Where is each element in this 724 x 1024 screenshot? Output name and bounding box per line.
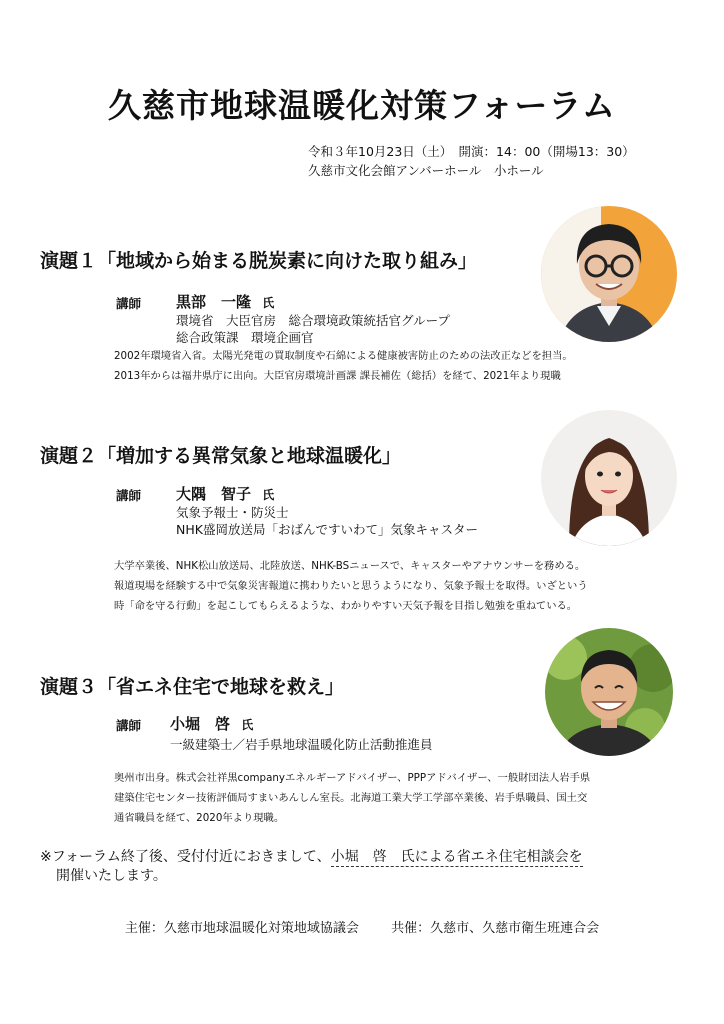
talk-2-title: 「増加する異常気象と地球温暖化」 xyxy=(97,445,402,467)
footer xyxy=(0,917,724,936)
portrait-woman-icon xyxy=(541,410,677,546)
talk-2-lecturer xyxy=(176,483,274,504)
talk-1-honorific: 氏 xyxy=(262,296,275,310)
consultation-note xyxy=(40,848,583,886)
talk-1-title: 「地域から始まる脱炭素に向けた取り組み」 xyxy=(97,250,478,272)
note-underlined: 小堀 啓 氏による省エネ住宅相談会を xyxy=(330,849,583,865)
talk-2-bio-line: 報道現場を経験する中で気象災害報道に携わりたいと思うようになり、気象予報士を取得。いざという xyxy=(114,580,588,592)
talk-3-title: 「省エネ住宅で地球を救え」 xyxy=(97,676,345,698)
talk-2-bio-line: 大学卒業後、NHK松山放送局、北陸放送、NHK-BSニュースで、キャスターやアナウンサーを務める。 xyxy=(114,560,586,572)
event-venue: 久慈市文化会館アンバーホール 小ホール xyxy=(308,163,544,178)
talk-2-bio xyxy=(114,556,588,616)
talk-3-lecturer xyxy=(170,713,253,734)
talk-3-honorific: 氏 xyxy=(241,718,254,732)
talk-3-bio-line: 通省職員を経て、2020年より現職。 xyxy=(114,812,285,824)
talk-1-affiliation xyxy=(176,312,450,346)
talk-1-affiliation-line: 総合政策課 環境企画官 xyxy=(176,330,314,345)
portrait-man-outdoor-icon xyxy=(545,628,673,756)
talk-1-bio xyxy=(114,346,573,386)
talk-1-label: 演題１ xyxy=(40,250,98,272)
talk-2-lecturer-label: 講師 xyxy=(116,488,142,503)
talk-2-lecturer-name: 大隅 智子 xyxy=(176,485,252,503)
talk-1-bio-line: 2013年からは福井県庁に出向。大臣官房環境計画課 課長補佐（総括）を経て、2021年より現職 xyxy=(114,370,561,382)
talk-1-heading xyxy=(40,246,477,273)
talk-3-bio xyxy=(114,768,590,828)
talk-1-lecturer-label: 講師 xyxy=(116,296,142,311)
talk-3-affiliation xyxy=(170,736,433,753)
organizer: 主催：久慈市地球温暖化対策地域協議会 xyxy=(124,921,359,936)
talk-3-heading xyxy=(40,672,344,699)
talk-2-affiliation-line: NHK盛岡放送局「おばんですいわて」気象キャスター xyxy=(176,522,478,537)
event-datetime: 令和３年10月23日（土） 開演：14：00（開場13：30） xyxy=(308,144,635,159)
talk-1-lecturer xyxy=(176,291,274,312)
talk-3-label: 演題３ xyxy=(40,676,98,698)
talk-1-affiliation-line: 環境省 大臣官房 総合環境政策統括官グループ xyxy=(176,313,451,328)
talk-3-lecturer-label: 講師 xyxy=(116,718,142,733)
note-prefix: ※フォーラム終了後、受付付近におきまして、 xyxy=(40,849,331,865)
talk-3-affiliation-line: 一級建築士／岩手県地球温暖化防止活動推進員 xyxy=(170,737,433,752)
page-title: 久慈市地球温暖化対策フォーラム xyxy=(107,86,617,125)
talk-1-bio-line: 2002年環境省入省。太陽光発電の買取制度や石綿による健康被害防止のための法改正などを担当。 xyxy=(114,350,573,362)
talk-3-lecturer-name: 小堀 啓 xyxy=(170,715,231,733)
talk-2-heading xyxy=(40,441,401,468)
talk-2-affiliation-line: 気象予報士・防災士 xyxy=(176,505,289,520)
talk-2-label: 演題２ xyxy=(40,445,98,467)
talk-2-honorific: 氏 xyxy=(262,488,275,502)
talk-3-bio-line: 建築住宅センター技術評価局すまいあんしん室長。北海道工業大学工学部卒業後、岩手県職員、国土交 xyxy=(114,792,588,804)
talk-2-affiliation xyxy=(176,504,478,538)
event-info xyxy=(308,142,635,180)
portrait-man-glasses-icon xyxy=(541,206,677,342)
talk-1-lecturer-name: 黒部 一隆 xyxy=(176,293,252,311)
talk-3-bio-line: 奥州市出身。株式会社祥黒companyエネルギーアドバイザー、PPPアドバイザー、一般財団法人岩手県 xyxy=(114,772,591,784)
note-line2: 開催いたします。 xyxy=(56,868,167,884)
co-organizer: 共催：久慈市、久慈市衛生班連合会 xyxy=(391,921,600,936)
talk-2-bio-line: 時「命を守る行動」を起こしてもらえるような、わかりやすい天気予報を目指し勉強を重ねている。 xyxy=(114,600,578,612)
